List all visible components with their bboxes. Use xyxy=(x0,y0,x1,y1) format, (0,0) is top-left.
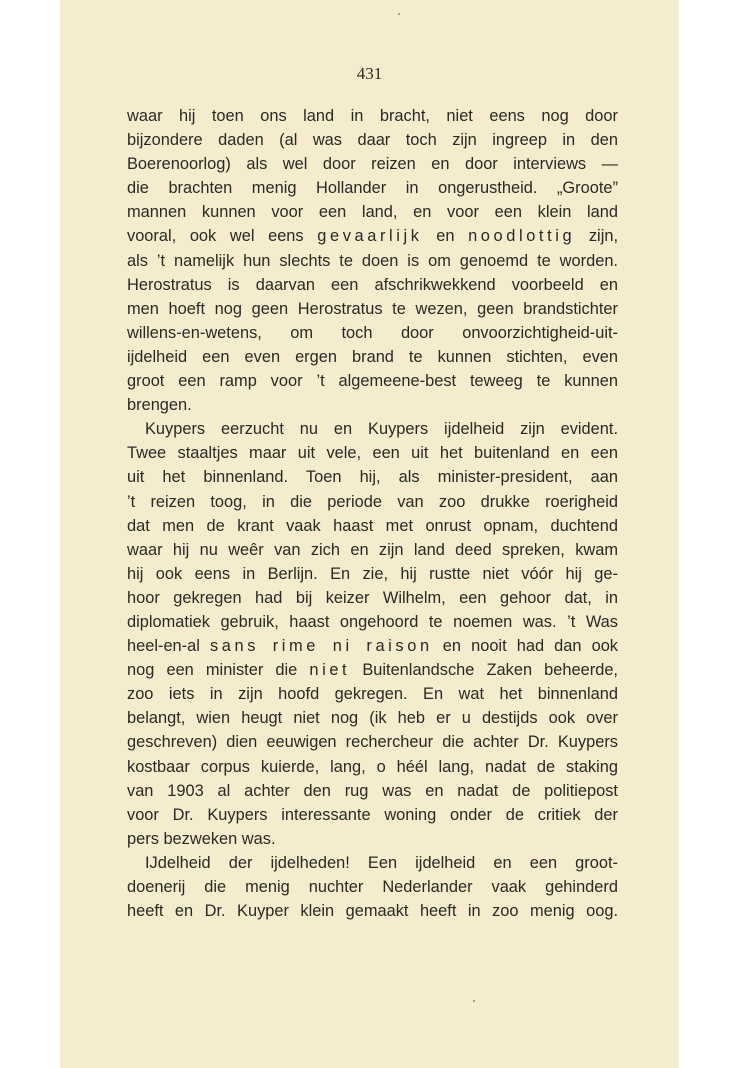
spaced-emphasis: niet xyxy=(309,661,351,680)
spaced-emphasis: noodlottig xyxy=(468,227,576,246)
text-run: nog een minister die xyxy=(127,661,310,680)
text-line: bijzondere daden (al was daar toch zijn ingreep in den xyxy=(127,131,618,150)
print-speck xyxy=(473,1000,475,1002)
text-line: voor Dr. Kuypers interessante woning onder de critiek der xyxy=(127,805,618,824)
text-run: Buitenlandsche Zaken beheerde, xyxy=(350,661,618,680)
text-line: die brachten menig Hollander in ongerustheid. „Groote” xyxy=(127,179,618,198)
text-line: Kuypers eerzucht nu en Kuypers ijdelheid zijn evident. xyxy=(145,420,618,439)
text-line: mannen kunnen voor een land, en voor een klein land xyxy=(127,203,618,222)
text-line: zoo iets in zijn hoofd gekregen. En wat het binnenland xyxy=(127,685,618,704)
text-line: van 1903 al achter den rug was en nadat de politiepost xyxy=(127,781,618,800)
text-line: als ’t namelijk hun slechts te doen is om genoemd te worden. xyxy=(127,251,618,270)
text-line: IJdelheid der ijdelheden! Een ijdelheid en een groot- xyxy=(145,853,618,872)
text-line xyxy=(127,658,618,682)
spaced-emphasis: gevaarlijk xyxy=(317,227,423,246)
text-line: geschreven) dien eeuwigen rechercheur die achter Dr. Kuypers xyxy=(127,733,618,752)
text-line: willens-en-wetens, om toch door onvoorzichtigheid-uit- xyxy=(127,323,618,342)
print-speck xyxy=(398,13,400,15)
text-run: heel-en-al xyxy=(127,637,210,656)
text-line: hoor gekregen had bij keizer Wilhelm, een gehoor dat, in xyxy=(127,588,618,607)
text-line xyxy=(127,634,618,658)
text-line: Herostratus is daarvan een afschrikwekkend voorbeeld en xyxy=(127,275,618,294)
text-run: en xyxy=(422,227,469,246)
text-line: groot een ramp voor ’t algemeene-best teweeg te kunnen xyxy=(127,372,618,391)
text-line: pers bezweken was. xyxy=(127,829,276,848)
book-page xyxy=(60,0,679,1068)
spaced-emphasis: sans rime ni raison xyxy=(209,637,433,656)
text-line: diplomatiek gebruik, haast ongehoord te noemen was. ’t Was xyxy=(127,612,618,631)
text-line: ’t reizen toog, in die periode van zoo drukke roerigheid xyxy=(127,492,618,511)
text-line: Boerenoorlog) als wel door reizen en door interviews — xyxy=(127,155,618,174)
text-line: men hoeft nog geen Herostratus te wezen, geen brandstichter xyxy=(127,299,618,318)
text-line: brengen. xyxy=(127,396,192,415)
text-line: dat men de krant vaak haast met onrust opnam, duchtend xyxy=(127,516,618,535)
text-line xyxy=(127,224,618,248)
text-line: heeft en Dr. Kuyper klein gemaakt heeft in zoo menig oog. xyxy=(127,902,618,921)
text-line: doenerij die menig nuchter Nederlander vaak gehinderd xyxy=(127,878,618,896)
text-line: waar hij toen ons land in bracht, niet eens nog door xyxy=(127,107,618,125)
text-line: ijdelheid een even ergen brand te kunnen stichten, even xyxy=(127,347,618,366)
text-line: Twee staaltjes maar uit vele, een uit het buitenland en een xyxy=(127,444,618,463)
body-text xyxy=(127,104,618,923)
text-line: kostbaar corpus kuierde, lang, o héél lang, nadat de staking xyxy=(127,757,618,776)
page-number: 431 xyxy=(356,64,383,83)
text-run: en nooit had dan ook xyxy=(432,637,618,656)
text-line: uit het binnenland. Toen hij, als minister-president, aan xyxy=(127,468,618,487)
text-line: hij ook eens in Berlijn. En zie, hij rustte niet vóór hij ge- xyxy=(127,564,618,583)
text-line: belangt, wien heugt niet nog (ik heb er u destijds ook over xyxy=(127,709,618,728)
text-line: waar hij nu weêr van zich en zijn land deed spreken, kwam xyxy=(127,540,618,559)
text-run: vooral, ook wel eens xyxy=(127,227,318,246)
text-run: zijn, xyxy=(575,227,619,246)
